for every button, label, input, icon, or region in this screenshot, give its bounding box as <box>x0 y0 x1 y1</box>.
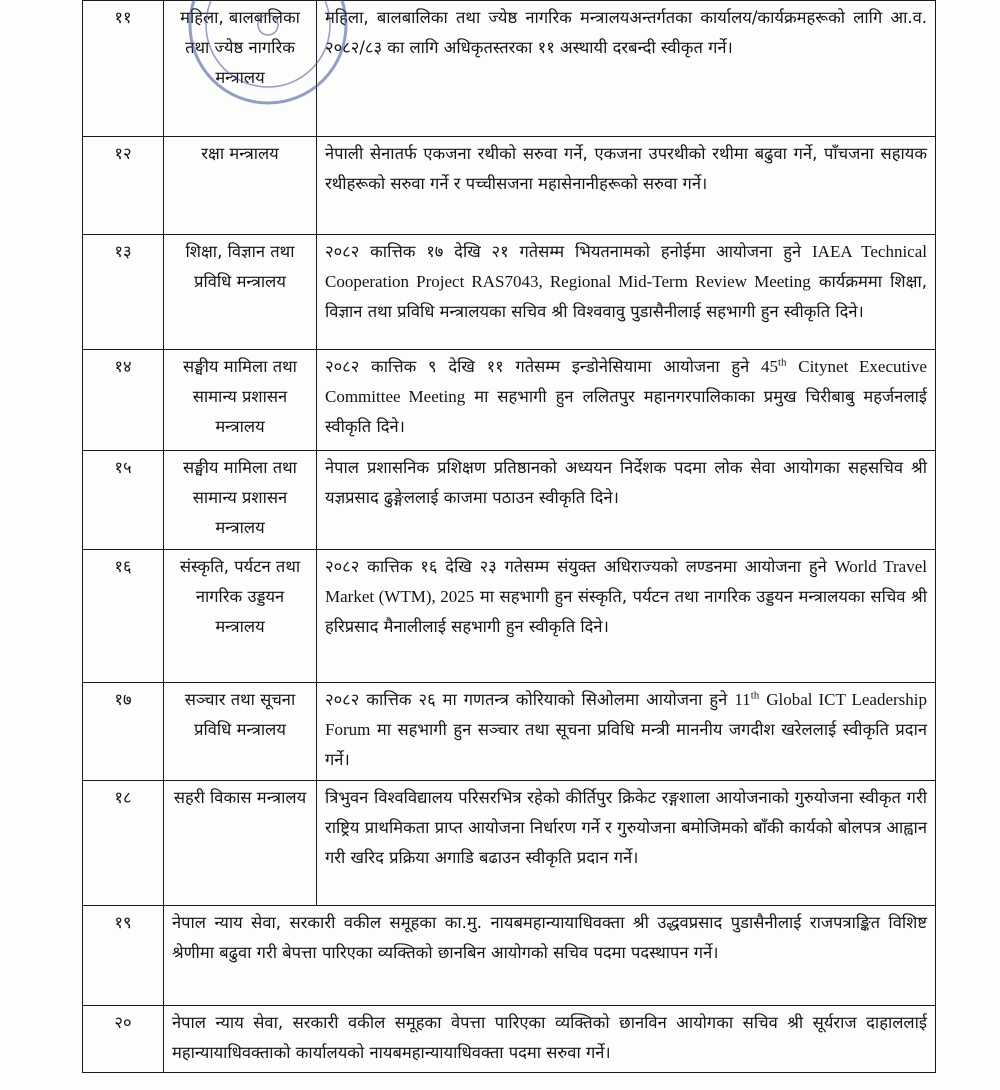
row-number: १८ <box>83 781 164 906</box>
decision-text-part: मा सहभागी हुन ललितपुर महानगरपालिकाका प्रमुख चिरीबाबु महर्जनलाई स्वीकृति दिने। <box>325 387 928 436</box>
row-number: १६ <box>83 550 164 683</box>
event-name: IAEA Technical Cooperation Project RAS7043, Regional Mid-Term Review Meeting <box>325 242 927 291</box>
decision-text: नेपाल प्रशासनिक प्रशिक्षण प्रतिष्ठानको अध्ययन निर्देशक पदमा लोक सेवा आयोगका सहसचिव श्री यज्ञप्रसाद ढुङ्गेललाई काजमा पठाउन स्वीकृति दिने। <box>317 451 936 550</box>
table-row <box>83 1006 936 1073</box>
event-name: Global ICT Leadership Forum <box>325 690 928 739</box>
row-number: १२ <box>83 137 164 235</box>
decision-text-part: २०८२ कात्तिक १७ देखि २१ गतेसम्म भियतनामको हनोईमा आयोजना हुने <box>325 242 802 261</box>
decision-text-part: मा सहभागी हुन संस्कृति, पर्यटन तथा नागरिक उड्डयन मन्त्रालयका सचिव श्री हरिप्रसाद मैनालीलाई सहभागी हुन स्वीकृति दिने। <box>325 587 927 636</box>
decision-text <box>317 350 936 451</box>
row-number: १५ <box>83 451 164 550</box>
table-row <box>83 906 936 1006</box>
row-number: २० <box>83 1006 164 1073</box>
decision-text-part: २०८२ कात्तिक १६ देखि २३ गतेसम्म संयुक्त अधिराज्यको लण्डनमा आयोजना हुने <box>325 557 827 576</box>
decision-text-part: २०८२ कात्तिक ९ देखि ११ गतेसम्म इन्डोनेसियामा आयोजना हुने <box>325 357 750 376</box>
row-number: १९ <box>83 906 164 1006</box>
ministry-name: सङ्घीय मामिला तथा सामान्य प्रशासन मन्त्रालय <box>164 350 317 451</box>
ministry-name: रक्षा मन्त्रालय <box>164 137 317 235</box>
table-row <box>83 350 936 451</box>
decision-text <box>317 235 936 350</box>
edition-number: 11 <box>734 690 751 709</box>
decision-text: नेपाली सेनातर्फ एकजना रथीको सरुवा गर्ने, एकजना उपरथीको रथीमा बढुवा गर्ने, पाँचजना सहायक रथीहरूको सरुवा गर्ने र पच्चीसजना महासेनानीहरूको सरुवा गर्ने। <box>317 137 936 235</box>
decision-text: त्रिभुवन विश्वविद्यालय परिसरभित्र रहेको कीर्तिपुर क्रिकेट रङ्गशाला आयोजनाको गुरुयोजना स्वीकृत गरी राष्ट्रिय प्राथमिकता प्राप्त आयोजना निर्धारण गर्ने र गुरुयोजना बमोजिमको बाँकी कार्यको बोलपत्र आह्वान गरी खरिद प्रक्रिया अगाडि बढाउन स्वीकृति प्रदान गर्ने। <box>317 781 936 906</box>
row-number: १७ <box>83 683 164 781</box>
table-row <box>83 1 936 137</box>
ordinal-suffix: th <box>750 689 760 702</box>
decision-text: नेपाल न्याय सेवा, सरकारी वकील समूहका वेपत्ता पारिएका व्यक्तिको छानविन आयोगका सचिव श्री सूर्यराज दाहाललाई महान्यायाधिवक्ताको कार्यालयको नायबमहान्यायाधिवक्ता पदमा सरुवा गर्ने। <box>164 1006 936 1073</box>
decision-text-part: मा सहभागी हुन सञ्चार तथा सूचना प्रविधि मन्त्री माननीय जगदीश खरेललाई स्वीकृति प्रदान गर्ने। <box>325 720 928 769</box>
table-row <box>83 137 936 235</box>
decision-text <box>317 683 936 781</box>
table-row <box>83 683 936 781</box>
table-row <box>83 451 936 550</box>
ministry-name: सञ्चार तथा सूचना प्रविधि मन्त्रालय <box>164 683 317 781</box>
row-number: १४ <box>83 350 164 451</box>
row-number: ११ <box>83 1 164 137</box>
ministry-name: सङ्घीय मामिला तथा सामान्य प्रशासन मन्त्रालय <box>164 451 317 550</box>
decisions-table <box>82 0 936 1073</box>
edition-number: 45 <box>760 357 778 376</box>
event-name: Citynet Executive Committee Meeting <box>325 357 927 406</box>
ministry-name: सहरी विकास मन्त्रालय <box>164 781 317 906</box>
decision-text-part: २०८२ कात्तिक २६ मा गणतन्त्र कोरियाको सिओलमा आयोजना हुने <box>325 690 728 709</box>
table-row <box>83 550 936 683</box>
decision-text: महिला, बालबालिका तथा ज्येष्ठ नागरिक मन्त्रालयअन्तर्गतका कार्यालय/कार्यक्रमहरूको लागि आ.व. २०८२/८३ का लागि अधिकृतस्तरका ११ अस्थायी दरबन्दी स्वीकृत गर्ने। <box>317 1 936 137</box>
row-number: १३ <box>83 235 164 350</box>
table-row <box>83 781 936 906</box>
ministry-name: शिक्षा, विज्ञान तथा प्रविधि मन्त्रालय <box>164 235 317 350</box>
ordinal-suffix: th <box>777 356 787 369</box>
event-name: World Travel Market (WTM), 2025 <box>325 557 927 606</box>
ministry-name: संस्कृति, पर्यटन तथा नागरिक उड्डयन मन्त्रालय <box>164 550 317 683</box>
table-row <box>83 235 936 350</box>
decision-text-part: कार्यक्रममा शिक्षा, विज्ञान तथा प्रविधि मन्त्रालयका सचिव श्री विश्ववावु पुडासैनीलाई सहभागी हुन स्वीकृति दिने। <box>325 272 927 321</box>
decision-text <box>317 550 936 683</box>
ministry-name: महिला, बालबालिका तथा ज्येष्ठ नागरिक मन्त्रालय <box>164 1 317 137</box>
decision-text: नेपाल न्याय सेवा, सरकारी वकील समूहका का.मु. नायबमहान्यायाधिवक्ता श्री उद्धवप्रसाद पुडासैनीलाई राजपत्राङ्कित विशिष्ट श्रेणीमा बढुवा गरी बेपत्ता पारिएका व्यक्तिको छानबिन आयोगको सचिव पदमा पदस्थापन गर्ने। <box>164 906 936 1006</box>
